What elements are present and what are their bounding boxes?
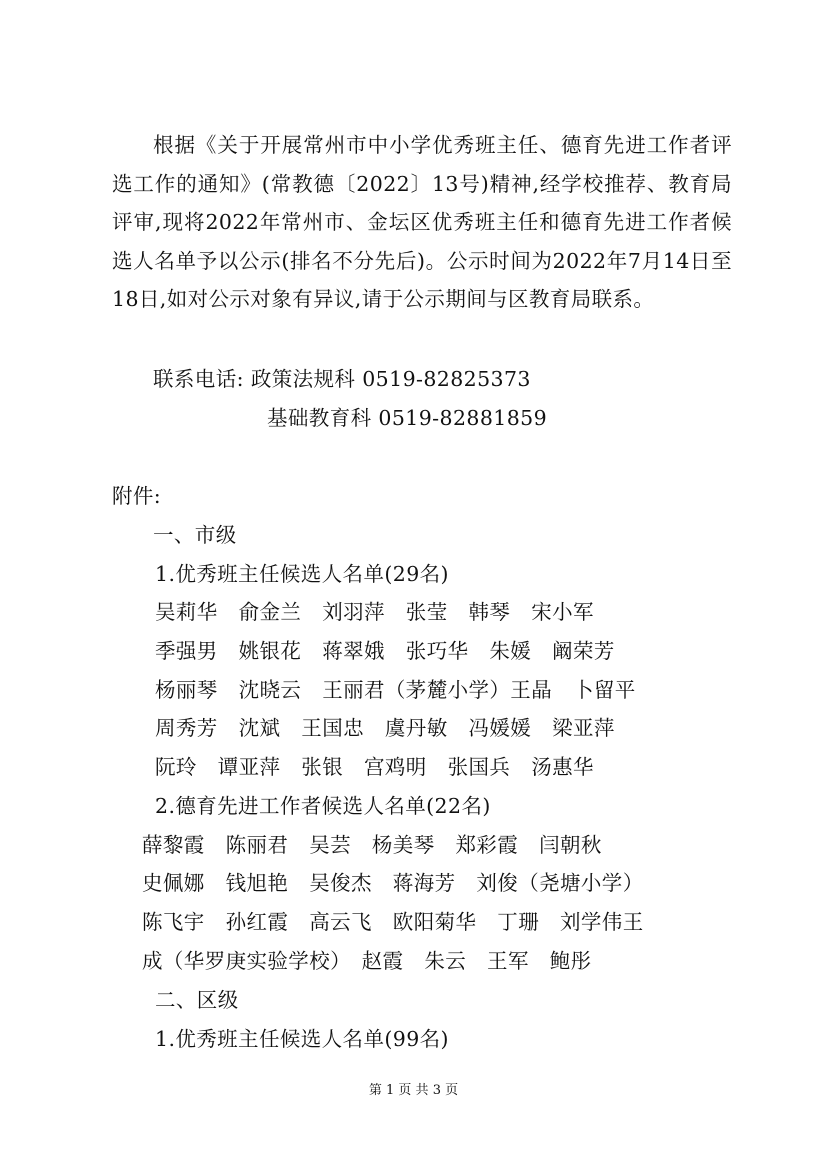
district-heading: 二、区级 — [155, 988, 239, 1012]
city-head-teacher-row: 阮玲 谭亚萍 张银 宫鸡明 张国兵 汤惠华 — [155, 755, 594, 779]
intro-paragraph: 根据《关于开展常州市中小学优秀班主任、德育先进工作者评选工作的通知》(常教德〔2022〕13号)精神,经学校推荐、教育局评审,现将2022年常州市、金坛区优秀班主任和德育先进工作者候选人名单予以公示(排名不分先后)。公示时间为2022年7月14日至18日,如对公示对象有异议,请于公示期间与区教育局联系。 — [112, 133, 732, 312]
city-head-teacher-row: 杨丽琴 沈晓云 王丽君（茅麓小学）王晶 卜留平 — [155, 678, 636, 702]
city-moral-row: 成（华罗庚实验学校） 赵霞 朱云 王军 鲍彤 — [142, 949, 592, 973]
city-moral-row: 史佩娜 钱旭艳 吴俊杰 蒋海芳 刘俊（尧塘小学） — [142, 871, 644, 895]
contact-line-2: 基础教育科 0519-82881859 — [267, 406, 548, 430]
city-moral-row: 薛黎霞 陈丽君 吴芸 杨美琴 郑彩霞 闫朝秋 — [142, 833, 602, 857]
district-head-teacher-title: 1.优秀班主任候选人名单(99名) — [155, 1027, 449, 1051]
city-moral-title: 2.德育先进工作者候选人名单(22名) — [155, 794, 491, 818]
city-head-teacher-title: 1.优秀班主任候选人名单(29名) — [155, 562, 449, 586]
city-head-teacher-row: 吴莉华 俞金兰 刘羽萍 张莹 韩琴 宋小军 — [155, 600, 594, 624]
page-footer: 第 1 页 共 3 页 — [368, 1083, 459, 1098]
city-head-teacher-row: 季强男 姚银花 蒋翠娥 张巧华 朱媛 阚荣芳 — [155, 639, 615, 663]
city-heading: 一、市级 — [153, 523, 237, 547]
city-head-teacher-row: 周秀芳 沈斌 王国忠 虞丹敏 冯媛媛 梁亚萍 — [155, 716, 615, 740]
city-moral-row: 陈飞宇 孙红霞 高云飞 欧阳菊华 丁珊 刘学伟王 — [142, 910, 644, 934]
attachment-label: 附件: — [112, 484, 162, 508]
contact-line-1: 联系电话: 政策法规科 0519-82825373 — [153, 367, 531, 391]
